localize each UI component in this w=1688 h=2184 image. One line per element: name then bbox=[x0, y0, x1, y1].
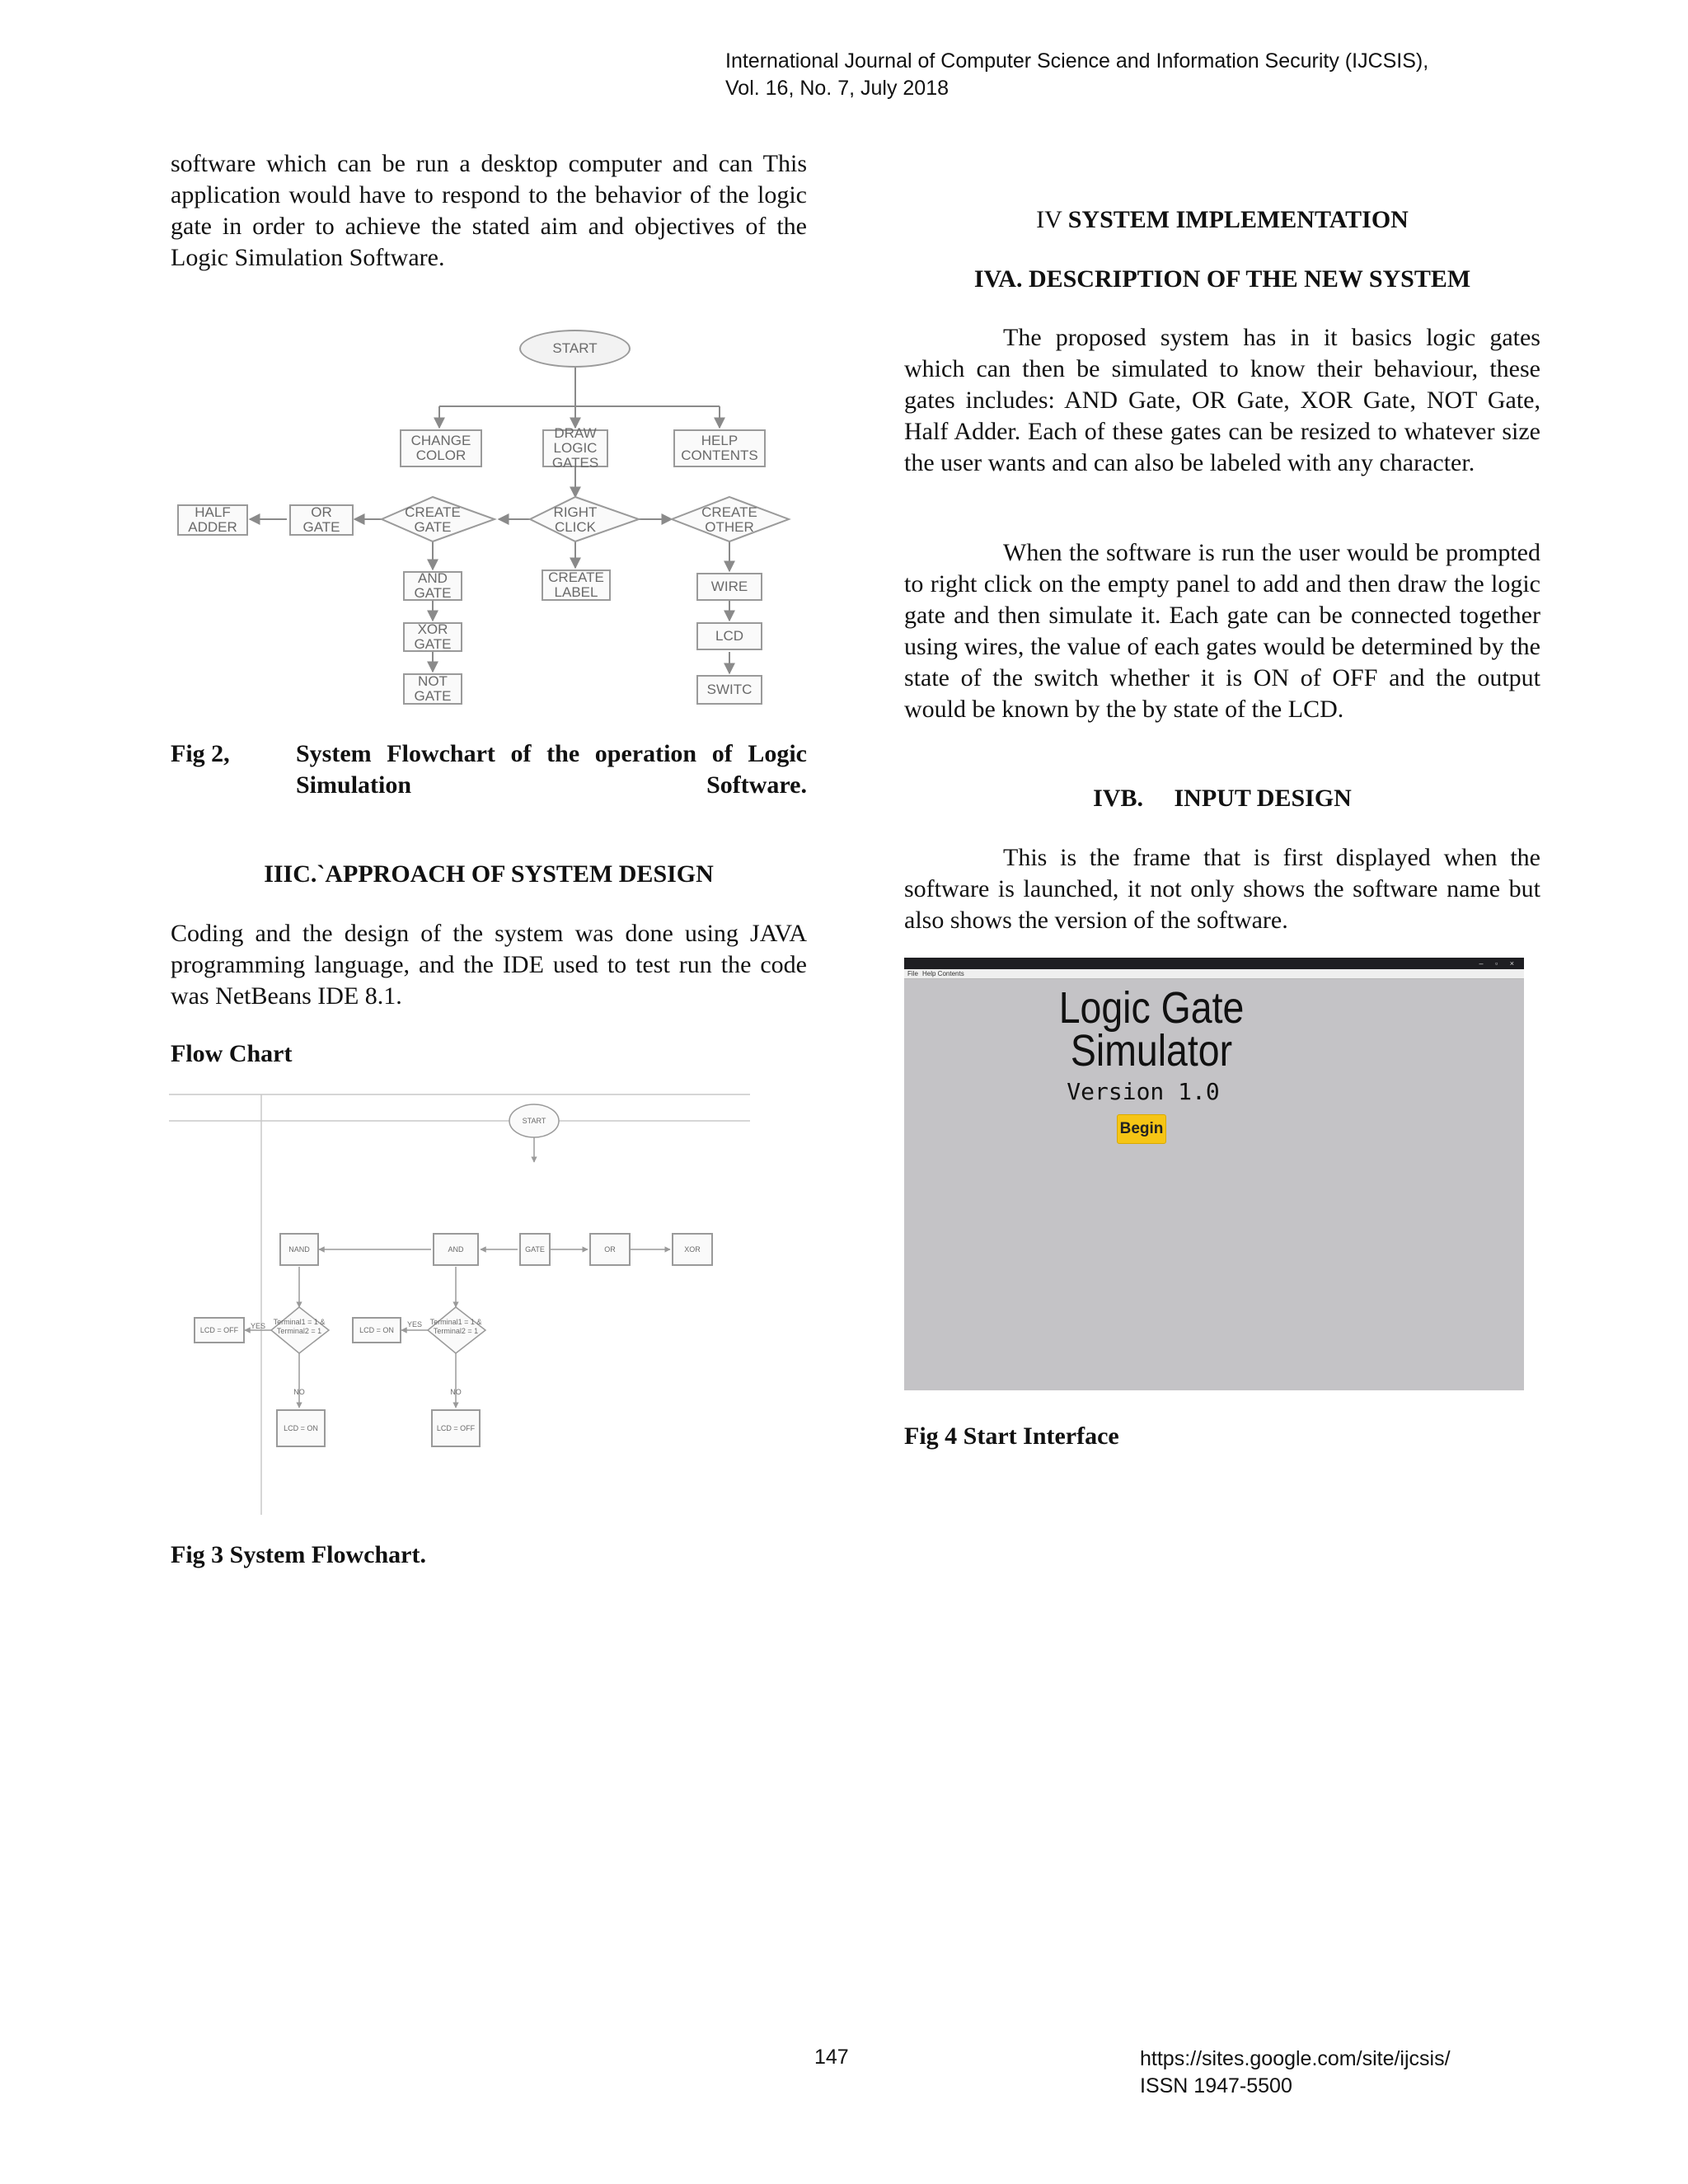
fig3-caption: Fig 3 System Flowchart. bbox=[171, 1541, 426, 1568]
fig3-condition-1: Terminal1 = 1 & Terminal2 = 1 bbox=[273, 1318, 326, 1335]
fig3-start: START bbox=[522, 1117, 546, 1125]
fig2-draw-logic-gates: DRAW LOGIC GATES bbox=[542, 429, 608, 467]
fig3-lcd-on-2: LCD = ON bbox=[276, 1409, 326, 1447]
fig3-xor: XOR bbox=[672, 1233, 713, 1266]
fig2-half-adder: HALF ADDER bbox=[177, 504, 248, 536]
fig4-menu-file[interactable]: File bbox=[907, 970, 918, 977]
fig2-start: START bbox=[519, 330, 631, 368]
run-paragraph: When the software is run the user would be prompted to right click on the empty panel to add and then draw the logic gate and then simulate it. Each gate can be connected together using wires, the value of each gates would be determined by the state of the switch whether it is ON of OFF and the output would be known by the by state of the LCD. bbox=[904, 539, 1540, 723]
fig2-create-other: CREATE OTHER bbox=[701, 504, 757, 535]
footer-info bbox=[1140, 2046, 1451, 2100]
fig2-change-color: CHANGE COLOR bbox=[400, 429, 482, 467]
fig3-gate: GATE bbox=[519, 1233, 551, 1266]
fig2-caption-label: Fig 2, bbox=[171, 740, 230, 767]
footer-issn: ISSN 1947-5500 bbox=[1140, 2074, 1292, 2097]
fig2-caption-text: System Flowchart of the operation of Logic Simulation Software. bbox=[296, 740, 807, 799]
fig2-and-gate: AND GATE bbox=[403, 571, 462, 601]
fig4-title-bar bbox=[904, 958, 1524, 969]
footer-url[interactable]: https://sites.google.com/site/ijcsis/ bbox=[1140, 2047, 1451, 2070]
fig2-flowchart bbox=[169, 326, 812, 713]
fig3-yes-1: YES bbox=[250, 1322, 265, 1330]
fig2-wire: WIRE bbox=[696, 573, 762, 601]
fig3-and: AND bbox=[433, 1233, 479, 1266]
fig3-or: OR bbox=[589, 1233, 631, 1266]
fig4-start-interface-screenshot bbox=[904, 958, 1524, 1390]
fig2-switc: SWITC bbox=[696, 675, 762, 705]
section-iva-heading: IVA. DESCRIPTION OF THE NEW SYSTEM bbox=[973, 265, 1471, 293]
fig3-condition-2: Terminal1 = 1 & Terminal2 = 1 bbox=[429, 1318, 482, 1335]
fig4-version-label: Version 1.0 bbox=[1067, 1078, 1220, 1105]
fig4-menu-bar bbox=[904, 969, 1524, 979]
fig2-not-gate: NOT GATE bbox=[403, 673, 462, 705]
fig3-lcd-on-1: LCD = ON bbox=[352, 1317, 401, 1343]
page-number: 147 bbox=[814, 2046, 849, 2069]
fig3-yes-2: YES bbox=[406, 1320, 422, 1329]
fig4-menu-help-contents[interactable]: Help Contents bbox=[922, 970, 964, 977]
intro-paragraph: software which can be run a desktop computer and can This application would have to respond to the behavior of the logic gate in order to achieve the stated aim and objectives of the Logic Simulation Software. bbox=[171, 150, 807, 271]
section-iiic-heading: IIIC.`APPROACH OF SYSTEM DESIGN bbox=[264, 860, 714, 888]
journal-header-line1: International Journal of Computer Science and Information Security (IJCSIS), bbox=[725, 49, 1429, 73]
fig4-begin-button[interactable]: Begin bbox=[1117, 1114, 1166, 1144]
fig3-connectors bbox=[169, 1088, 754, 1516]
fig2-lcd: LCD bbox=[696, 622, 762, 650]
section-iv-prefix: IV bbox=[1036, 206, 1068, 233]
fig2-or-gate: OR GATE bbox=[289, 504, 354, 536]
input-design-paragraph: This is the frame that is first displayed when the software is launched, it not only shows the software name but also shows the version of the software. bbox=[904, 844, 1540, 934]
fig3-lcd-off-2: LCD = OFF bbox=[431, 1409, 481, 1447]
fig2-create-label: CREATE LABEL bbox=[542, 569, 611, 601]
fig3-no-1: NO bbox=[293, 1388, 305, 1396]
fig2-help-contents: HELP CONTENTS bbox=[673, 429, 766, 467]
fig3-nand: NAND bbox=[279, 1233, 319, 1266]
fig4-app-title-line2: Simulator bbox=[1070, 1026, 1233, 1076]
fig3-lcd-off-1: LCD = OFF bbox=[194, 1317, 245, 1343]
fig3-no-2: NO bbox=[450, 1388, 462, 1396]
fig3-flowchart bbox=[169, 1088, 754, 1516]
fig4-caption: Fig 4 Start Interface bbox=[904, 1422, 1119, 1450]
journal-header-line2: Vol. 16, No. 7, July 2018 bbox=[725, 77, 950, 100]
fig2-right-click: RIGHT CLICK bbox=[553, 504, 598, 535]
description-paragraph: The proposed system has in it basics logic gates which can then be simulated to know their behaviour, these gates includes: AND Gate, OR Gate, XOR Gate, NOT Gate, Half Adder. Each of these gates can be resized to whatever size the user wants and can also be labeled with any character. bbox=[904, 324, 1540, 476]
fig4-window-controls-icon: – ▫ × bbox=[1479, 959, 1519, 968]
section-ivb-heading: IVB. INPUT DESIGN bbox=[1093, 785, 1352, 812]
fig4-app-title-line1: Logic Gate bbox=[1058, 983, 1245, 1033]
flow-chart-heading: Flow Chart bbox=[171, 1040, 293, 1067]
fig2-caption bbox=[171, 738, 807, 801]
fig2-xor-gate: XOR GATE bbox=[403, 622, 462, 652]
fig2-create-gate: CREATE GATE bbox=[405, 504, 461, 535]
section-iv-heading bbox=[904, 204, 1540, 236]
section-iv-title: SYSTEM IMPLEMENTATION bbox=[1067, 206, 1409, 233]
coding-paragraph: Coding and the design of the system was done using JAVA programming language, and the IDE used to test run the code was NetBeans IDE 8.1. bbox=[171, 920, 807, 1010]
journal-header bbox=[725, 48, 1428, 102]
